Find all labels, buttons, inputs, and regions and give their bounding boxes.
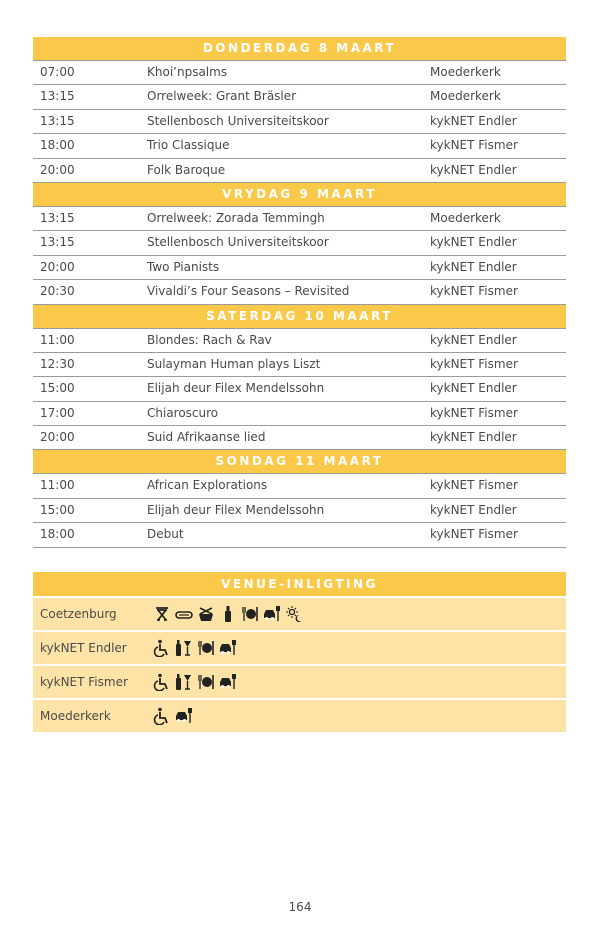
day-header: VRYDAG 9 MAART <box>33 183 566 207</box>
venue-facility-icons <box>153 639 237 657</box>
table-row <box>33 110 566 134</box>
event-title: Sulayman Human plays Liszt <box>147 356 321 371</box>
event-venue: kykNET Fismer <box>430 356 518 371</box>
table-row <box>33 402 566 426</box>
event-time: 11:00 <box>40 332 75 347</box>
event-title: Two Pianists <box>147 259 220 274</box>
event-title: Stellenbosch Universiteitskoor <box>147 113 329 128</box>
event-title: Debut <box>147 527 184 542</box>
day-header: SATERDAG 10 MAART <box>33 305 566 329</box>
bar-icon <box>175 673 193 691</box>
venue-facility-icons <box>153 673 237 691</box>
event-time: 15:00 <box>40 502 75 517</box>
event-venue: kykNET Endler <box>430 162 517 177</box>
venue-info-heading: VENUE-INLIGTING <box>33 572 566 596</box>
event-time: 07:00 <box>40 65 75 79</box>
event-time: 13:15 <box>40 210 75 225</box>
event-time: 13:15 <box>40 235 75 250</box>
event-title: Elijah deur Filex Mendelssohn <box>147 502 325 517</box>
event-time: 20:30 <box>40 284 75 299</box>
event-venue: kykNET Endler <box>430 381 517 396</box>
event-time: 15:00 <box>40 381 75 396</box>
event-venue: kykNET Endler <box>430 502 517 517</box>
venue-name: Coetzenburg <box>40 607 117 621</box>
parking-icon <box>175 707 193 725</box>
wheelchair-icon <box>153 639 171 657</box>
event-time: 20:00 <box>40 430 75 445</box>
table-row <box>33 159 566 183</box>
table-row <box>33 280 566 304</box>
event-venue: kykNET Fismer <box>430 527 518 542</box>
table-row <box>33 499 566 523</box>
page-number: 164 <box>288 900 312 914</box>
event-title: Blondes: Rach & Rav <box>147 332 272 347</box>
venue-facility-icons <box>153 707 193 725</box>
table-row <box>33 231 566 255</box>
event-venue: kykNET Fismer <box>430 405 518 420</box>
parking-icon <box>263 605 281 623</box>
event-venue: kykNET Endler <box>430 332 517 347</box>
event-venue: kykNET Fismer <box>430 138 518 153</box>
table-row <box>33 523 566 547</box>
parking-icon <box>219 639 237 657</box>
day-header: DONDERDAG 8 MAART <box>33 37 566 61</box>
event-title: Orrelweek: Grant Bräsler <box>147 89 297 104</box>
event-venue: kykNET Fismer <box>430 284 518 299</box>
event-title: Trio Classique <box>147 138 230 153</box>
wheelchair-icon <box>153 673 171 691</box>
event-time: 18:00 <box>40 527 75 542</box>
venue-info-table <box>33 572 566 732</box>
event-time: 17:00 <box>40 405 75 420</box>
table-row <box>33 329 566 353</box>
event-venue: Moederkerk <box>430 210 501 225</box>
table-row <box>33 353 566 377</box>
event-title: Elijah deur Filex Mendelssohn <box>147 381 325 396</box>
event-title: Folk Baroque <box>147 162 226 177</box>
directors-chair-icon <box>153 605 171 623</box>
restaurant-icon <box>241 605 259 623</box>
event-venue: kykNET Fismer <box>430 478 518 493</box>
table-row <box>33 61 566 85</box>
table-row <box>33 207 566 231</box>
tent-icon <box>175 605 193 623</box>
event-venue: kykNET Endler <box>430 259 517 274</box>
event-venue: Moederkerk <box>430 89 501 104</box>
parking-icon <box>219 673 237 691</box>
event-time: 13:15 <box>40 113 75 128</box>
table-row <box>33 256 566 280</box>
event-time: 13:15 <box>40 89 75 104</box>
venue-row <box>33 666 566 698</box>
schedule-table <box>33 37 566 548</box>
event-venue: kykNET Endler <box>430 430 517 445</box>
event-title: Khoi’npsalms <box>147 65 228 79</box>
table-row <box>33 474 566 498</box>
event-venue: Moederkerk <box>430 65 501 79</box>
event-title: Orrelweek: Zorada Temmingh <box>147 210 325 225</box>
table-row <box>33 85 566 109</box>
venue-row <box>33 598 566 630</box>
event-title: Suid Afrikaanse lied <box>147 430 266 445</box>
event-venue: kykNET Endler <box>430 235 517 250</box>
table-row <box>33 134 566 158</box>
table-row <box>33 426 566 450</box>
event-title: Vivaldi’s Four Seasons – Revisited <box>147 284 350 299</box>
wheelchair-icon <box>153 707 171 725</box>
wine-bottle-icon <box>219 605 237 623</box>
venue-name: kykNET Endler <box>40 641 127 655</box>
venue-row <box>33 700 566 732</box>
picnic-basket-icon <box>197 605 215 623</box>
event-venue: kykNET Endler <box>430 113 517 128</box>
event-title: Chiaroscuro <box>147 405 219 420</box>
event-time: 12:30 <box>40 356 75 371</box>
venue-row <box>33 632 566 664</box>
bar-icon <box>175 639 193 657</box>
event-title: Stellenbosch Universiteitskoor <box>147 235 329 250</box>
restaurant-icon <box>197 639 215 657</box>
event-time: 20:00 <box>40 162 75 177</box>
day-header: SONDAG 11 MAART <box>33 450 566 474</box>
table-row <box>33 377 566 401</box>
day-night-icon <box>285 605 303 623</box>
venue-name: Moederkerk <box>40 709 111 723</box>
event-time: 20:00 <box>40 259 75 274</box>
venue-name: kykNET Fismer <box>40 675 128 689</box>
event-time: 11:00 <box>40 478 75 493</box>
event-time: 18:00 <box>40 138 75 153</box>
restaurant-icon <box>197 673 215 691</box>
venue-facility-icons <box>153 605 303 623</box>
event-title: African Explorations <box>147 478 268 493</box>
